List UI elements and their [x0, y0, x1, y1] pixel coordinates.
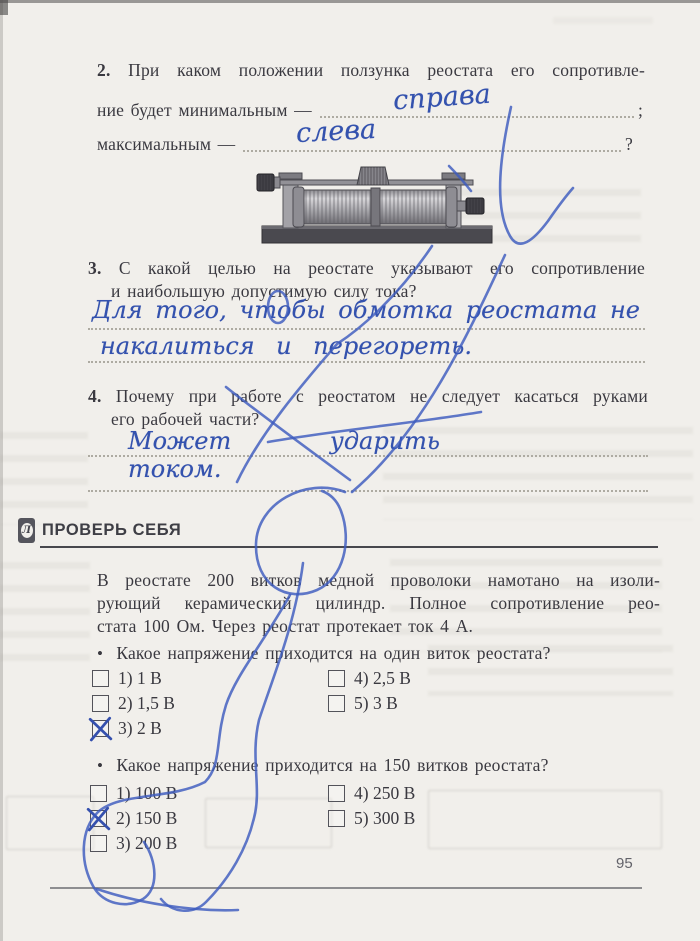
question-3-line-1: 3. С какой целью на реостате указывают его сопротивление	[88, 258, 645, 278]
bullet-icon: •	[97, 756, 104, 775]
handwritten-q3-line-1: Для того, чтобы обмотка реостата не	[92, 296, 640, 324]
bleedthrough-patch	[553, 10, 653, 30]
icon-letter: Л	[22, 525, 31, 536]
q2-max-prefix: максимальным —	[97, 134, 236, 154]
quiz2-option-3: 3) 200 В	[90, 833, 177, 854]
problem-line-1: В реостате 200 витков медной проволоки намотано на изоли-	[97, 570, 660, 590]
checkbox[interactable]	[90, 785, 107, 802]
checkbox[interactable]	[328, 785, 345, 802]
quiz1-option-4: 4) 2,5 В	[328, 668, 411, 689]
problem-line-3: стата 100 Ом. Через реостат протекает ток 4 А.	[97, 616, 474, 636]
scan-edge-top	[0, 0, 700, 3]
pen-checkmark	[500, 107, 573, 244]
question-4-line-1: 4. Почему при работе с реостатом не следует касаться руками	[88, 386, 648, 406]
bleedthrough-box	[428, 790, 662, 849]
quiz1-option-1: 1) 1 В	[92, 668, 162, 689]
handwritten-q3-line-2: накалиться и перегореть.	[100, 332, 472, 360]
bullet-icon: •	[97, 644, 104, 663]
checkbox[interactable]	[90, 810, 107, 827]
check-yourself-icon	[18, 518, 35, 543]
bleedthrough-patch	[0, 555, 90, 665]
answer-line[interactable]	[88, 327, 645, 330]
problem-line-2: рующий керамический цилиндр. Полное сопротивление рео-	[97, 593, 660, 613]
scan-edge-left	[0, 0, 3, 941]
answer-line[interactable]	[88, 360, 645, 363]
question-3-number: 3.	[88, 258, 102, 278]
checkbox[interactable]	[328, 695, 345, 712]
question-4-line-2: его рабочей части?	[111, 409, 260, 429]
checkbox[interactable]	[328, 670, 345, 687]
quiz2-option-1: 1) 100 В	[90, 783, 177, 804]
checkbox[interactable]	[90, 835, 107, 852]
checkbox[interactable]	[92, 670, 109, 687]
quiz1-option-2: 2) 1,5 В	[92, 693, 175, 714]
question-2-number: 2.	[97, 60, 111, 80]
q2-min-prefix: ние будет минимальным —	[97, 100, 312, 120]
scan-edge-corner	[0, 0, 8, 15]
question-2-line-1: 2. При каком положении ползунка реостата его сопротивле-	[97, 60, 645, 80]
answer-blank-max[interactable]	[243, 149, 621, 152]
slider-contact-band	[371, 188, 380, 226]
handwritten-q4-answer: Может ударить током.	[128, 427, 440, 483]
checkbox[interactable]	[92, 720, 109, 737]
checkbox[interactable]	[328, 810, 345, 827]
q2-semicolon: ;	[637, 100, 643, 120]
question-3-line-2: и наибольшую допустимую силу тока?	[111, 281, 417, 301]
quiz1-question: Какое напряжение приходится на один виток реостата?	[116, 643, 551, 663]
handwritten-answer-min: справа	[392, 78, 492, 117]
footer-rule	[50, 887, 642, 889]
question-4-number: 4.	[88, 386, 102, 406]
bleedthrough-box	[205, 798, 332, 848]
header-rule	[40, 546, 658, 548]
quiz1-question-row	[97, 643, 551, 664]
answer-line[interactable]	[88, 454, 648, 457]
quiz2-option-4: 4) 250 В	[328, 783, 415, 804]
bleedthrough-box	[6, 796, 94, 850]
quiz2-question-row	[97, 755, 549, 776]
quiz1-option-5: 5) 3 В	[328, 693, 398, 714]
handwritten-answer-max: слева	[295, 113, 377, 150]
answer-line-empty[interactable]	[88, 489, 648, 492]
quiz2-question: Какое напряжение приходится на 150 витков реостата?	[116, 755, 549, 775]
check-yourself-title: ПРОВЕРЬ СЕБЯ	[42, 521, 182, 539]
bleedthrough-patch	[0, 425, 88, 525]
quiz1-option-3: 3) 2 В	[92, 718, 162, 739]
q2-question-mark: ?	[625, 134, 633, 154]
checkbox[interactable]	[92, 695, 109, 712]
quiz2-option-2: 2) 150 В	[90, 808, 177, 829]
page-number: 95	[616, 855, 633, 872]
quiz2-option-5: 5) 300 В	[328, 808, 415, 829]
rheostat-illustration	[253, 163, 503, 251]
pen-tail-left	[84, 595, 290, 904]
